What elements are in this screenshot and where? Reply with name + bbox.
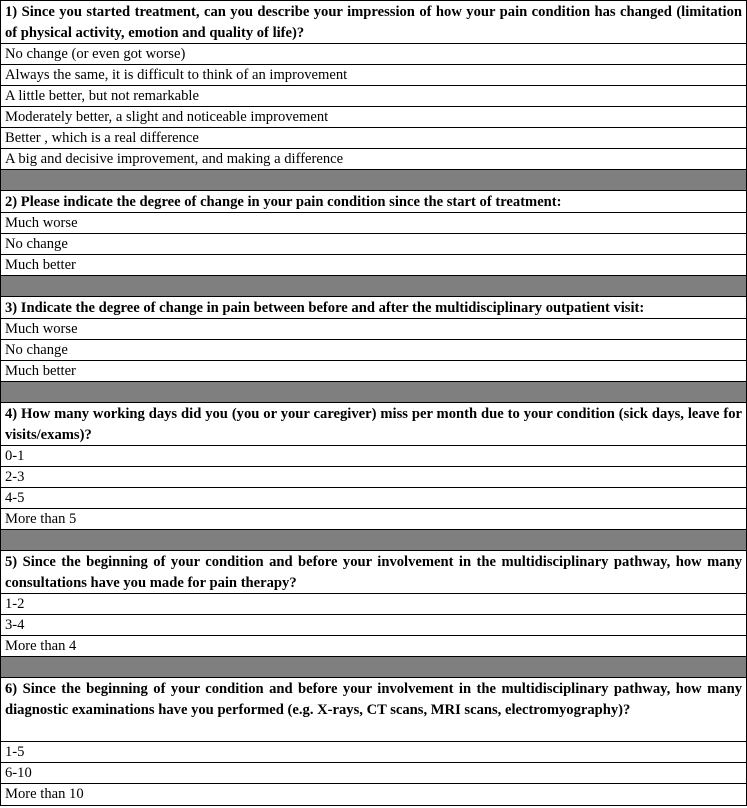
question-3-text: 3) Indicate the degree of change in pain between before and after the multidisciplinary outpatient visit: <box>1 297 746 319</box>
q4-option-3: 4-5 <box>1 488 746 509</box>
section-divider <box>1 276 746 297</box>
question-6-text: 6) Since the beginning of your condition and before your involvement in the multidisciplinary pathway, how many diagnostic examinations have you performed (e.g. X-rays, CT scans, MRI scans, electromyography)? <box>1 678 746 742</box>
q6-option-1: 1-5 <box>1 742 746 763</box>
section-divider <box>1 382 746 403</box>
q4-option-1: 0-1 <box>1 446 746 467</box>
q1-option-1: No change (or even got worse) <box>1 44 746 65</box>
question-2-text: 2) Please indicate the degree of change in your pain condition since the start of treatment: <box>1 191 746 213</box>
section-divider <box>1 530 746 551</box>
section-divider <box>1 170 746 191</box>
q4-option-4: More than 5 <box>1 509 746 530</box>
q5-option-3: More than 4 <box>1 636 746 657</box>
q5-option-1: 1-2 <box>1 594 746 615</box>
question-1-text: 1) Since you started treatment, can you describe your impression of how your pain condition has changed (limitation of physical activity, emotion and quality of life)? <box>1 1 746 44</box>
q3-option-1: Much worse <box>1 319 746 340</box>
q1-option-5: Better , which is a real difference <box>1 128 746 149</box>
q1-option-3: A little better, but not remarkable <box>1 86 746 107</box>
q1-option-2: Always the same, it is difficult to think of an improvement <box>1 65 746 86</box>
q4-option-2: 2-3 <box>1 467 746 488</box>
q6-option-3: More than 10 <box>5 786 84 802</box>
q6-option-2: 6-10 <box>1 763 746 784</box>
q3-option-3: Much better <box>1 361 746 382</box>
q1-option-4: Moderately better, a slight and noticeable improvement <box>1 107 746 128</box>
section-divider <box>1 657 746 678</box>
q3-option-2: No change <box>1 340 746 361</box>
question-5-text: 5) Since the beginning of your condition and before your involvement in the multidisciplinary pathway, how many consultations have you made for pain therapy? <box>1 551 746 594</box>
q1-option-6: A big and decisive improvement, and making a difference <box>1 149 746 170</box>
q2-option-3: Much better <box>1 255 746 276</box>
q2-option-2: No change <box>1 234 746 255</box>
q2-option-1: Much worse <box>1 213 746 234</box>
question-4-text: 4) How many working days did you (you or your caregiver) miss per month due to your condition (sick days, leave for visits/exams)? <box>1 403 746 446</box>
q5-option-2: 3-4 <box>1 615 746 636</box>
